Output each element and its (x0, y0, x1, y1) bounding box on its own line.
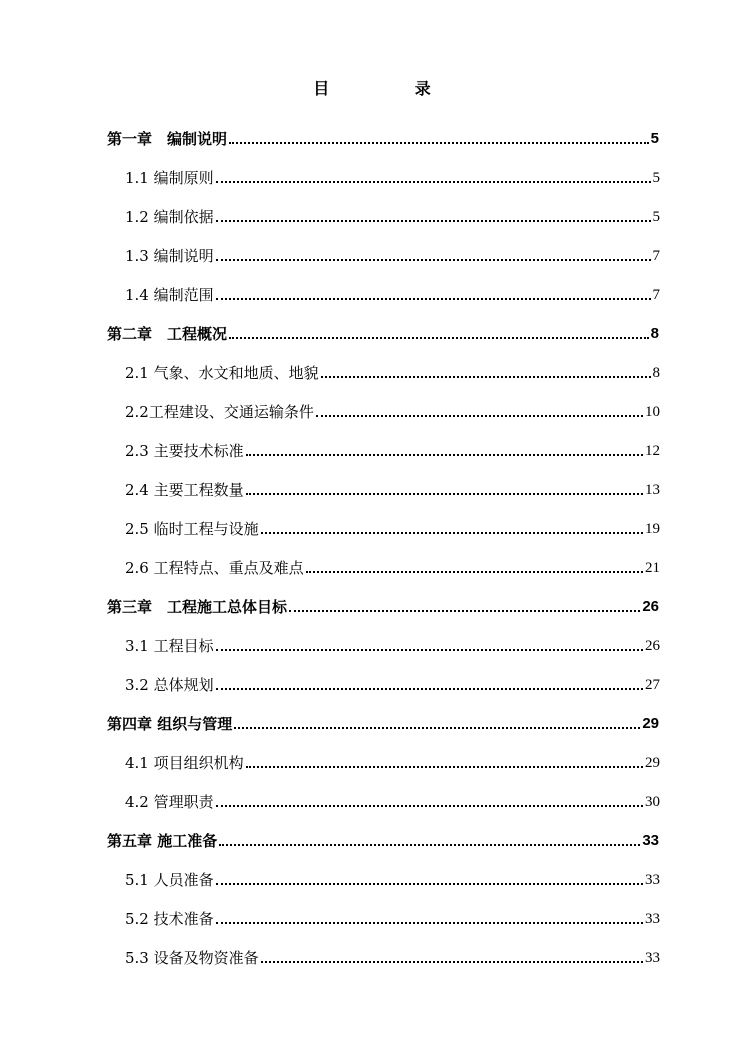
toc-dot-leader (216, 298, 651, 300)
toc-page-number: 30 (645, 794, 660, 810)
toc-page-number: 8 (650, 325, 659, 342)
toc-section-entry (0, 463, 744, 502)
toc-page-number: 10 (645, 404, 660, 420)
toc-page-number: 33 (645, 911, 660, 927)
toc-entry-label: 1.1 编制原则 (125, 169, 214, 187)
toc-section-entry (0, 619, 744, 658)
toc-page-number: 27 (645, 677, 660, 693)
toc-section-entry (0, 151, 744, 190)
toc-page-number: 29 (645, 755, 660, 771)
toc-section-entry (0, 190, 744, 229)
toc-entry-label: 3.1 工程目标 (125, 637, 214, 655)
toc-entry-label: 第五章 施工准备 (107, 832, 218, 850)
toc-dot-leader (261, 961, 643, 963)
toc-dot-leader (289, 610, 640, 612)
toc-dot-leader (216, 922, 643, 924)
toc-section-entry (0, 229, 744, 268)
toc-chapter-entry (0, 697, 744, 736)
toc-entry-label: 5.1 人员准备 (125, 871, 214, 889)
toc-entry-label: 第三章 工程施工总体目标 (107, 598, 288, 616)
toc-entry-label: 2.5 临时工程与设施 (125, 520, 259, 538)
toc-dot-leader (216, 259, 651, 261)
toc-dot-leader (261, 532, 643, 534)
toc-dot-leader (216, 688, 643, 690)
toc-chapter-entry (0, 580, 744, 619)
toc-page-number: 5 (652, 209, 660, 225)
toc-entry-label: 2.6 工程特点、重点及难点 (125, 559, 304, 577)
toc-dot-leader (306, 571, 643, 573)
toc-page-number: 26 (645, 638, 660, 654)
toc-entry-label: 4.2 管理职责 (125, 793, 214, 811)
toc-section-entry (0, 853, 744, 892)
toc-section-entry (0, 346, 744, 385)
toc-entry-label: 2.1 气象、水文和地质、地貌 (125, 364, 319, 382)
toc-page-number: 19 (645, 521, 660, 537)
toc-entry-label: 3.2 总体规划 (125, 676, 214, 694)
toc-entry-label: 1.3 编制说明 (125, 247, 214, 265)
toc-section-entry (0, 502, 744, 541)
toc-page-number: 8 (652, 365, 660, 381)
toc-chapter-entry (0, 112, 744, 151)
toc-section-entry (0, 658, 744, 697)
toc-dot-leader (229, 337, 649, 339)
toc-dot-leader (246, 493, 643, 495)
toc-page-number: 26 (642, 598, 659, 615)
toc-dot-leader (216, 805, 643, 807)
toc-page-number: 7 (652, 287, 660, 303)
toc-section-entry (0, 541, 744, 580)
toc-chapter-entry (0, 814, 744, 853)
toc-chapter-entry (0, 307, 744, 346)
toc-dot-leader (219, 844, 640, 846)
toc-entry-label: 2.3 主要技术标准 (125, 442, 244, 460)
toc-section-entry (0, 931, 744, 970)
toc-section-entry (0, 775, 744, 814)
page-title: 目 录 (313, 79, 471, 98)
toc-page-number: 5 (652, 170, 660, 186)
toc-page-number: 21 (645, 560, 660, 576)
table-of-contents (0, 112, 744, 970)
toc-dot-leader (216, 220, 651, 222)
toc-page-number: 33 (642, 832, 659, 849)
toc-page-number: 5 (650, 130, 659, 147)
toc-entry-label: 1.4 编制范围 (125, 286, 214, 304)
toc-entry-label: 2.2工程建设、交通运输条件 (125, 403, 314, 421)
toc-dot-leader (234, 727, 640, 729)
toc-dot-leader (246, 454, 643, 456)
toc-page-number: 29 (642, 715, 659, 732)
toc-dot-leader (229, 142, 649, 144)
toc-dot-leader (316, 415, 643, 417)
toc-page-number: 12 (645, 443, 660, 459)
toc-entry-label: 5.2 技术准备 (125, 910, 214, 928)
toc-entry-label: 第四章 组织与管理 (107, 715, 233, 733)
toc-page-number: 13 (645, 482, 660, 498)
toc-entry-label: 5.3 设备及物资准备 (125, 949, 259, 967)
toc-dot-leader (216, 883, 643, 885)
toc-entry-label: 1.2 编制依据 (125, 208, 214, 226)
toc-section-entry (0, 385, 744, 424)
toc-section-entry (0, 736, 744, 775)
toc-section-entry (0, 892, 744, 931)
toc-entry-label: 4.1 项目组织机构 (125, 754, 244, 772)
toc-dot-leader (216, 181, 651, 183)
toc-section-entry (0, 268, 744, 307)
toc-entry-label: 2.4 主要工程数量 (125, 481, 244, 499)
toc-dot-leader (216, 649, 643, 651)
toc-section-entry (0, 424, 744, 463)
toc-page-number: 7 (652, 248, 660, 264)
toc-entry-label: 第二章 工程概况 (107, 325, 228, 343)
toc-page-number: 33 (645, 950, 660, 966)
toc-dot-leader (321, 376, 651, 378)
toc-entry-label: 第一章 编制说明 (107, 130, 228, 148)
toc-page-number: 33 (645, 872, 660, 888)
toc-dot-leader (246, 766, 643, 768)
